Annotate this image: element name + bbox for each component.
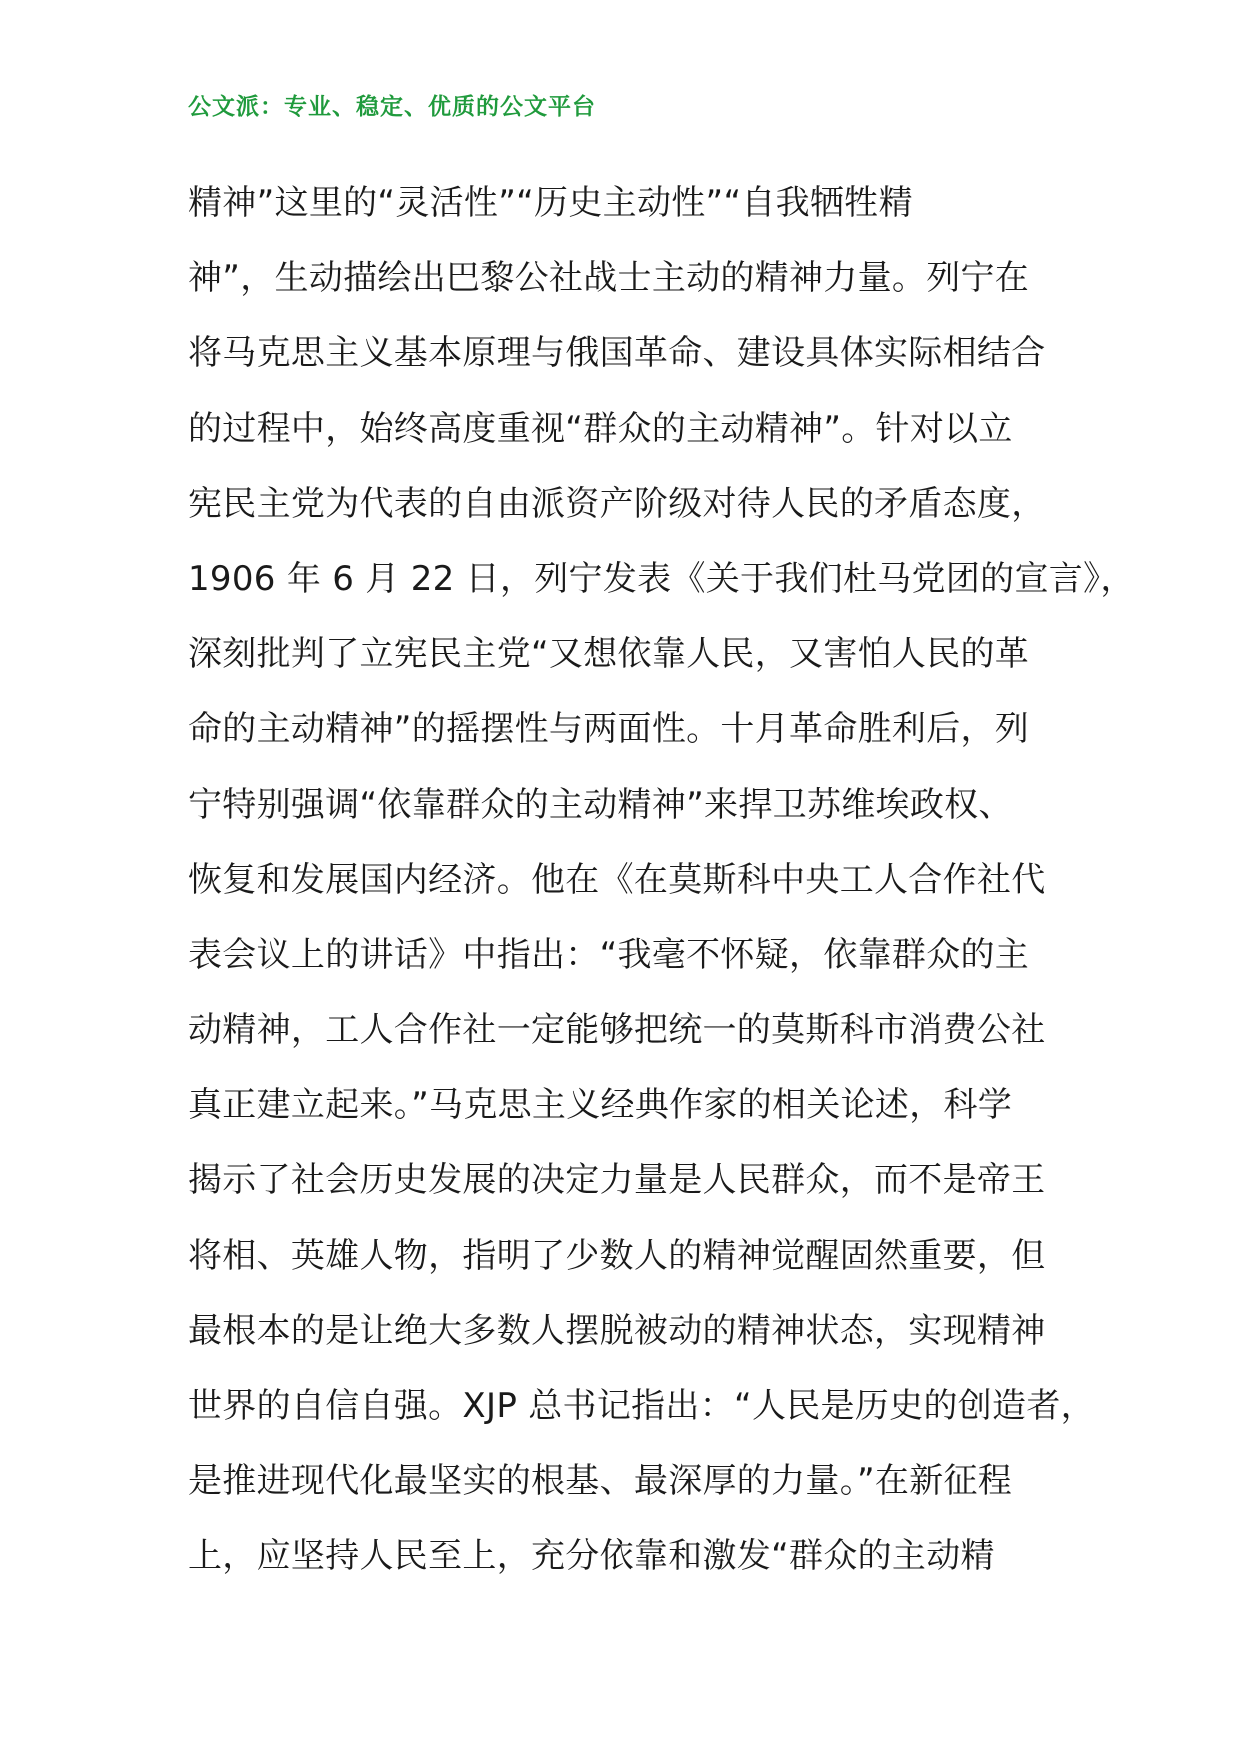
body-text bbox=[188, 166, 1135, 1595]
text-line: 深刻批判了立宪民主党“又想依靠人民，又害怕人民的革 bbox=[188, 634, 1030, 675]
text-line: 世界的自信自强。XJP 总书记指出：“人民是历史的创造者， bbox=[188, 1386, 1095, 1426]
text-line: 真正建立起来。”马克思主义经典作家的相关论述，科学 bbox=[188, 1085, 1013, 1126]
text-line: 神”，生动描绘出巴黎公社战士主动的精神力量。列宁在 bbox=[188, 258, 1030, 299]
text-line: 宁特别强调“依靠群众的主动精神”来捍卫苏维埃政权、 bbox=[188, 784, 1013, 825]
text-line: 命的主动精神”的摇摆性与两面性。十月革命胜利后，列 bbox=[188, 709, 1030, 750]
text-line: 精神”这里的“灵活性”“历史主动性”“自我牺牲精 bbox=[188, 183, 913, 223]
text-line: 恢复和发展国内经济。他在《在莫斯科中央工人合作社代 bbox=[188, 859, 1046, 900]
text-line: 的过程中，始终高度重视“群众的主动精神”。针对以立 bbox=[188, 408, 1013, 449]
page-header: 公文派：专业、稳定、优质的公文平台 bbox=[188, 94, 596, 120]
text-line: 将马克思主义基本原理与俄国革命、建设具体实际相结合 bbox=[188, 333, 1046, 374]
text-line: 将相、英雄人物，指明了少数人的精神觉醒固然重要，但 bbox=[188, 1235, 1046, 1276]
text-line: 1906 年 6 月 22 日，列宁发表《关于我们杜马党团的宣言》， bbox=[188, 558, 1135, 599]
text-line: 最根本的是让绝大多数人摆脱被动的精神状态，实现精神 bbox=[188, 1310, 1046, 1351]
text-line: 上，应坚持人民至上，充分依靠和激发“群众的主动精 bbox=[188, 1536, 995, 1577]
text-line: 宪民主党为代表的自由派资产阶级对待人民的矛盾态度， bbox=[188, 483, 1046, 524]
text-line: 动精神，工人合作社一定能够把统一的莫斯科市消费公社 bbox=[188, 1010, 1046, 1051]
text-line: 揭示了社会历史发展的决定力量是人民群众，而不是帝王 bbox=[188, 1160, 1046, 1201]
text-line: 是推进现代化最坚实的根基、最深厚的力量。”在新征程 bbox=[188, 1461, 1013, 1502]
text-line: 表会议上的讲话》中指出：“我毫不怀疑，依靠群众的主 bbox=[188, 934, 1030, 975]
